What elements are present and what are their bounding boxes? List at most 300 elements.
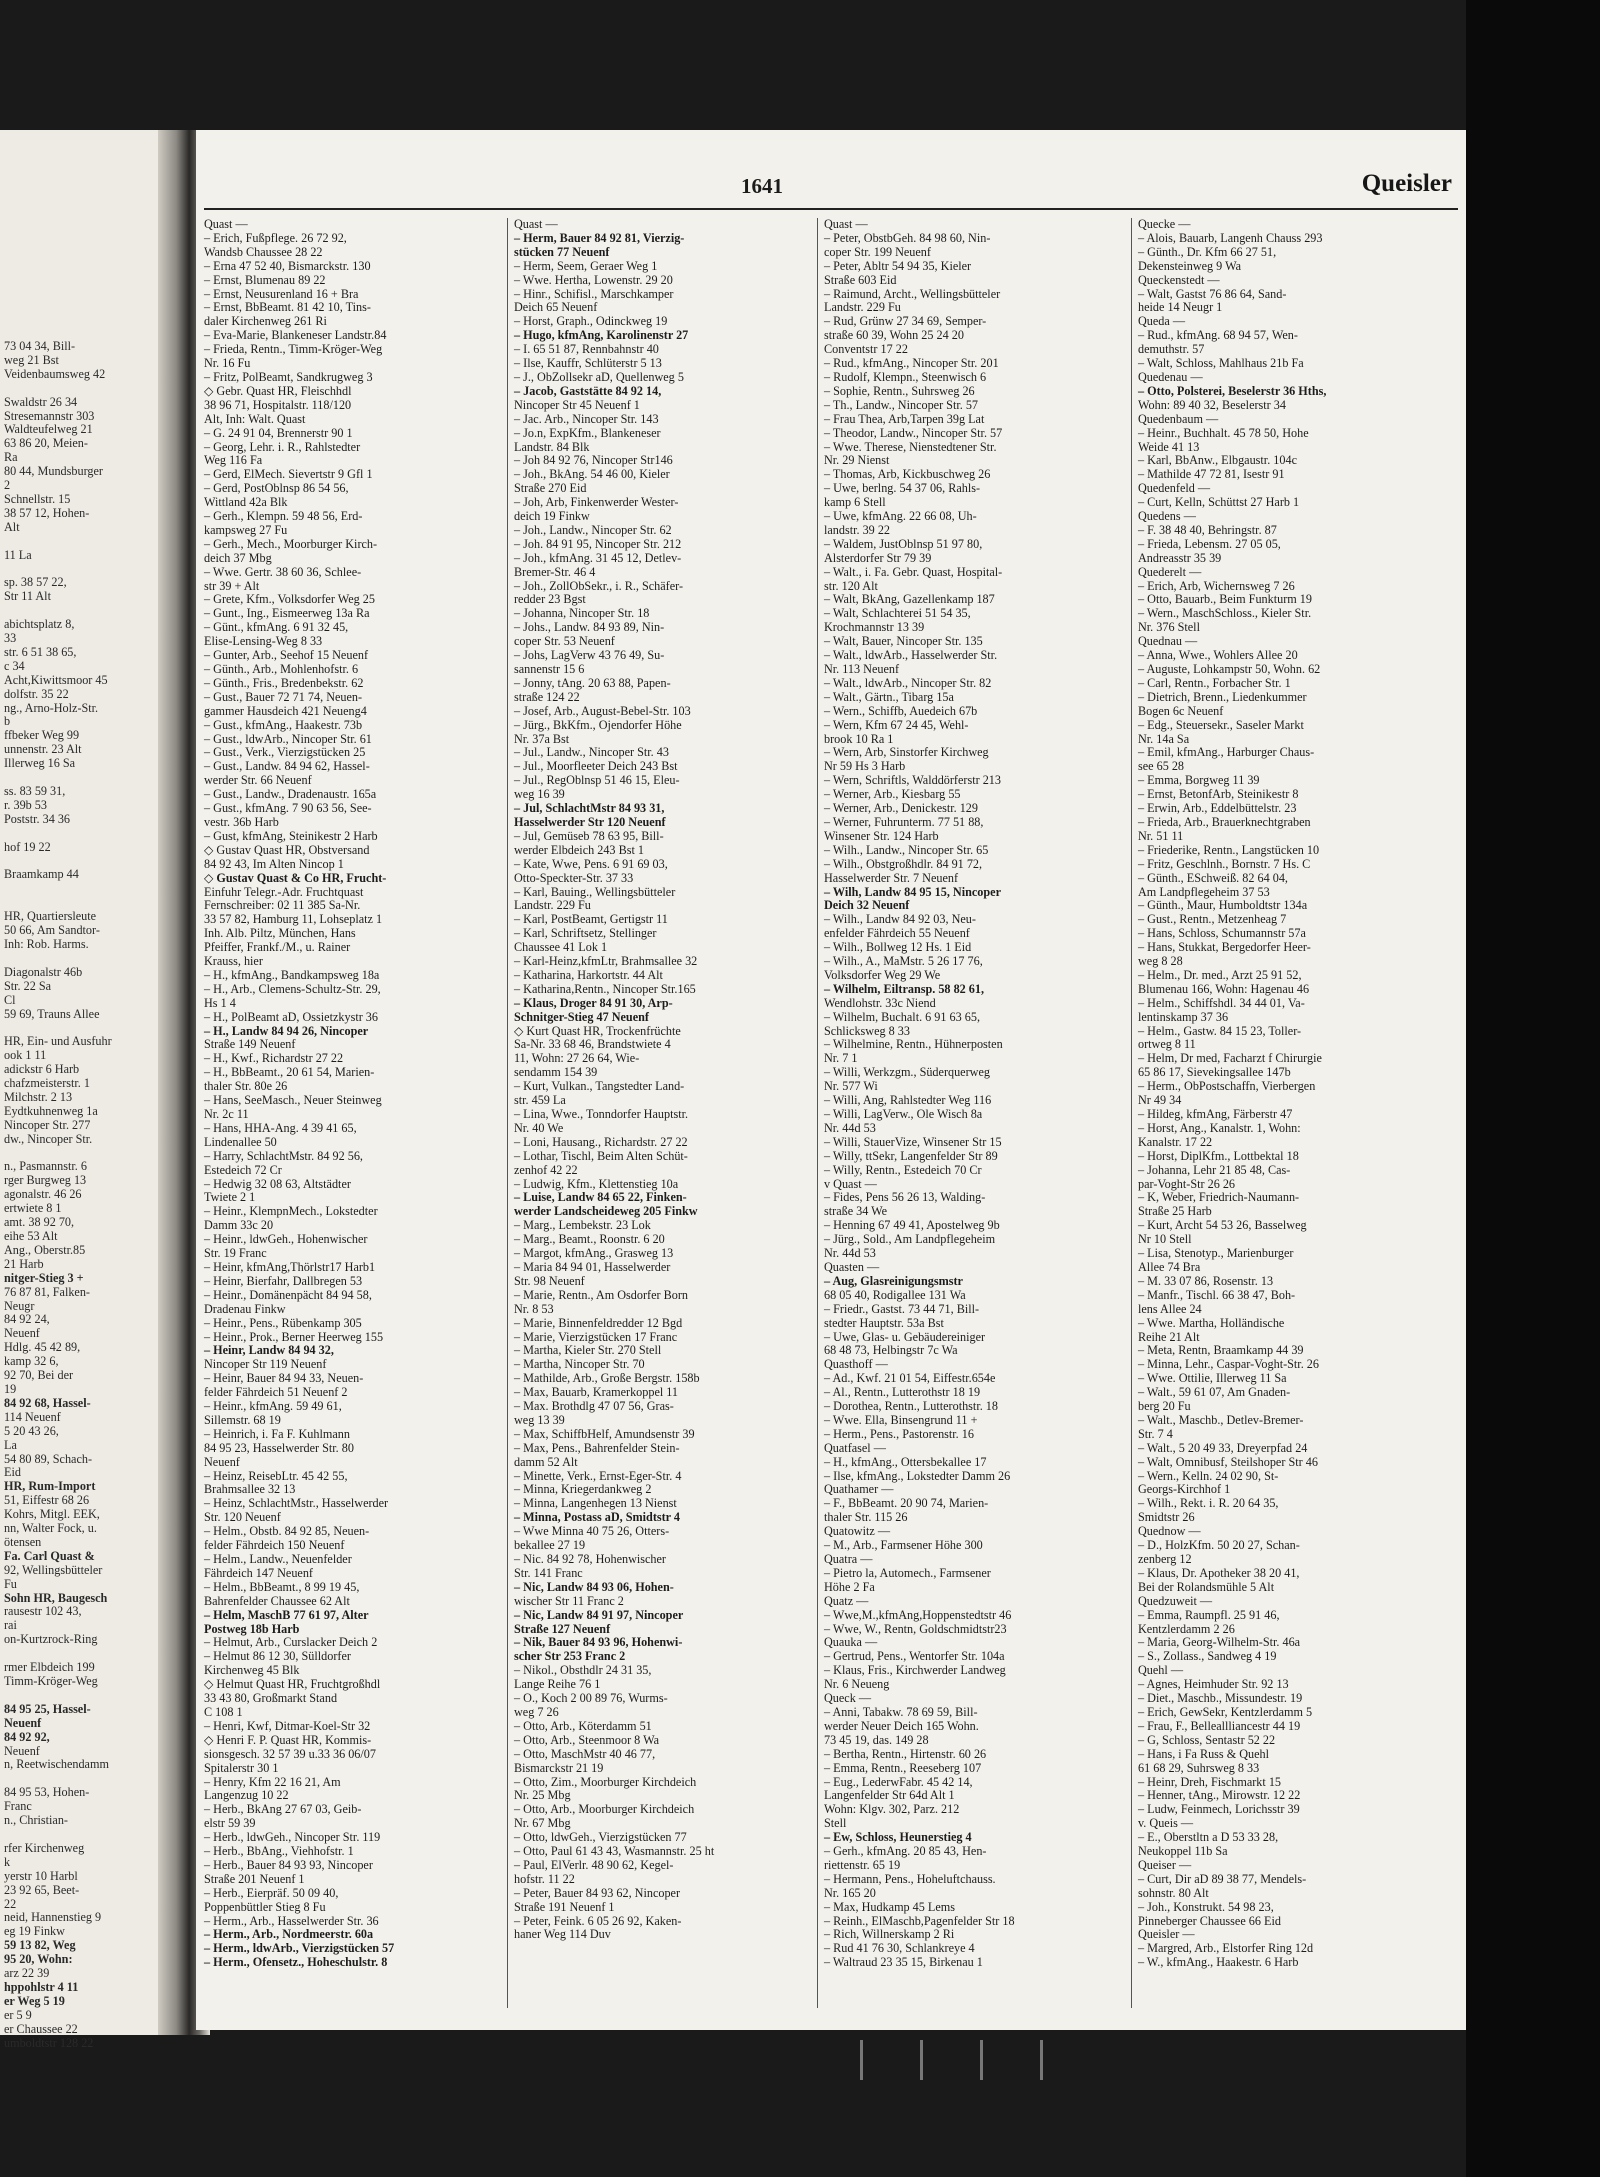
directory-entry-line: Quederelt — [1138, 564, 1202, 579]
directory-entry-line: yerstr 10 Harbl [4, 1868, 78, 1883]
directory-entry-line: – Joh. 84 91 95, Nincoper Str. 212 [514, 536, 682, 551]
directory-entry-line: – Manfr., Tischl. 66 38 47, Boh- [1138, 1287, 1296, 1302]
directory-entry-line: 5 20 43 26, [4, 1423, 59, 1438]
directory-entry-line: – Fritz, Geschlnh., Bornstr. 7 Hs. C [1138, 856, 1311, 871]
directory-entry-line: Eydtkuhnenweg 1a [4, 1103, 98, 1118]
directory-entry-line: – Gust., kfmAng. 7 90 63 56, See- [204, 801, 372, 816]
directory-entry-line: werder Str. 66 Neuenf [204, 773, 312, 788]
directory-entry-line: – Frau Thea, Arb,Tarpen 39g Lat [824, 411, 985, 426]
directory-entry-line: 19 [4, 1381, 17, 1396]
directory-entry-line: Chaussee 41 Lok 1 [514, 940, 608, 955]
directory-entry-line: 84 92 68, Hassel- [4, 1395, 91, 1410]
directory-entry-line: – Karl, PostBeamt, Gertigstr 11 [514, 912, 668, 927]
directory-entry-line: amt. 38 92 70, [4, 1215, 75, 1230]
directory-entry-line: – Wilhelm, Eiltransp. 58 82 61, [824, 981, 985, 996]
directory-entry-line: – Sophie, Rentn., Suhrsweg 26 [824, 383, 975, 398]
directory-entry-line: Queda — [1138, 314, 1186, 329]
directory-entry-line: Str 11 Alt [4, 589, 51, 604]
running-head: Queisler [1361, 170, 1452, 197]
directory-entry-line: – Erich, Fußpflege. 26 72 92, [204, 230, 347, 245]
directory-entry-line: Nincoper Str 45 Neuenf 1 [514, 397, 640, 412]
directory-entry-line: – Minette, Verk., Ernst-Eger-Str. 4 [514, 1468, 682, 1483]
directory-entry-line: 51, Eiffestr 68 26 [4, 1493, 90, 1508]
directory-entry-line: – Walt., 59 61 07, Am Gnaden- [1138, 1385, 1291, 1400]
directory-entry-line: ffbeker Weg 99 [4, 728, 80, 743]
directory-entry-line: – Marie, Rentn., Am Osdorfer Born [514, 1287, 688, 1302]
directory-entry-line: – Frau, F., Belleallliancestr 44 19 [1138, 1718, 1301, 1733]
directory-entry-line: – Helm., Obstb. 84 92 85, Neuen- [204, 1524, 370, 1539]
directory-entry-line: – G, Schloss, Sentastr 52 22 [1138, 1732, 1276, 1747]
directory-entry-line: wischer Str 11 Franc 2 [514, 1593, 624, 1608]
page-number: 1641 [741, 174, 783, 198]
directory-entry-line: – Gust., Bauer 72 71 74, Neuen- [204, 689, 363, 704]
directory-entry-line: – Max. Brothdlg 47 07 56, Gras- [514, 1399, 674, 1414]
directory-entry-line: – Waldem, JustOblnsp 51 97 80, [824, 536, 983, 551]
directory-entry-line: ertwiete 8 1 [4, 1201, 62, 1216]
directory-entry-line: Twiete 2 1 [204, 1190, 256, 1205]
directory-entry-line: – Walt., Maschb., Detlev-Bremer- [1138, 1412, 1304, 1427]
directory-entry-line: umboldtstr 128 22 [4, 2035, 94, 2050]
directory-entry-line: – Johs, LagVerw 43 76 49, Su- [514, 648, 665, 663]
directory-entry-line: Nr. 37a Bst [514, 731, 570, 746]
directory-entry-line: – Wern., Schiffb, Auedeich 67b [824, 703, 978, 718]
directory-entry-line: Nr 49 34 [1138, 1093, 1182, 1108]
directory-entry-line: 73 04 34, Bill- [4, 339, 76, 353]
directory-entry-line: – Eva-Marie, Blankeneser Landstr.84 [204, 328, 387, 343]
directory-entry-line: ◇ Henri F. P. Quast HR, Kommis- [204, 1732, 372, 1747]
directory-entry-line: 63 86 20, Meien- [4, 436, 88, 451]
directory-entry-line: – Herb., ldwGeh., Nincoper Str. 119 [204, 1830, 381, 1845]
directory-entry-line: kampsweg 27 Fu [204, 522, 288, 537]
directory-entry-line: Nr. 577 Wi [824, 1079, 878, 1094]
directory-entry-line: Bremer-Str. 46 4 [514, 564, 596, 579]
directory-entry-line: – Aug, Glasreinigungsmstr [824, 1273, 963, 1288]
directory-entry-line: er Weg 5 19 [4, 1993, 65, 2008]
directory-entry-line: – Willi, Ang, Rahlstedter Weg 116 [824, 1093, 992, 1108]
directory-entry-line: – Minna, Postass aD, Smidtstr 4 [514, 1510, 681, 1525]
directory-entry-line: n., Christian- [4, 1813, 68, 1828]
directory-entry-line: – Pietro la, Automech., Farmsener [824, 1565, 991, 1580]
directory-entry-line: – Auguste, Lohkampstr 50, Wohn. 62 [1138, 662, 1321, 676]
directory-entry-line: – Uwe, berlng. 54 37 06, Rahls- [824, 481, 981, 496]
directory-entry-line: 65 86 17, Sievekingsallee 147b [1138, 1065, 1291, 1080]
directory-entry-line: Acht,Kiwittsmoor 45 [4, 672, 108, 687]
directory-entry-line: Straße 191 Neuenf 1 [514, 1899, 615, 1914]
directory-entry-line: gammer Hausdeich 421 Neueng4 [204, 703, 367, 718]
directory-entry-line: Postweg 18b Harb [204, 1621, 300, 1636]
directory-entry-line: – Heinr, kfmAng,Thörlstr17 Harb1 [204, 1259, 376, 1274]
directory-entry-line: Quedenfeld — [1138, 481, 1211, 496]
directory-entry-line: Kirchenweg 45 Blk [204, 1663, 300, 1678]
directory-entry-line: Nr 59 Hs 3 Harb [824, 759, 906, 774]
directory-entry-line: – Wern., Kelln. 24 02 90, St- [1138, 1468, 1279, 1483]
directory-entry-line: – Wilh, Landw 84 95 15, Nincoper [824, 884, 1001, 899]
directory-entry-line [4, 896, 164, 910]
directory-entry-line: felder Fährdeich 51 Neuenf 2 [204, 1385, 348, 1400]
directory-entry-line: redder 23 Bgst [514, 592, 586, 607]
directory-entry-line: Str. 141 Franc [514, 1565, 583, 1580]
directory-entry-line: 11, Wohn: 27 26 64, Wie- [514, 1051, 640, 1066]
directory-entry-line: Nr. 2c 11 [204, 1107, 249, 1121]
directory-entry-line: – Georg, Lehr. i. R., Rahlstedter [204, 439, 361, 454]
directory-entry-line: sendamm 154 39 [514, 1065, 598, 1080]
directory-entry-line: rausestr 102 43, [4, 1604, 82, 1619]
directory-entry-line: – Hans, Stukkat, Bergedorfer Heer- [1138, 940, 1311, 955]
directory-entry-line: – Th., Landw., Nincoper Str. 57 [824, 397, 979, 412]
directory-entry-line: Illerweg 16 Sa [4, 756, 76, 771]
directory-entry-line: Neuenf [4, 1743, 40, 1758]
directory-entry-line: – Karl, Schriftsetz, Stellinger [514, 926, 657, 941]
directory-entry-line: – Max, SchiffbHelf, Amundsenstr 39 [514, 1426, 695, 1441]
directory-entry-line: Str. 120 Neuenf [204, 1510, 281, 1525]
directory-entry-line: – Ilse, Kauffr, Schlüterstr 5 13 [514, 356, 662, 371]
directory-entry-line: – Jacob, Gaststätte 84 92 14, [514, 383, 662, 398]
directory-entry-line: – H., kfmAng., Ottersbekallee 17 [824, 1454, 987, 1469]
directory-entry-line: – Gust., Verk., Vierzigstücken 25 [204, 745, 366, 760]
directory-entry-line: vestr. 36b Harb [204, 814, 279, 829]
directory-entry-line: – Ad., Kwf. 21 01 54, Eiffestr.654e [824, 1371, 996, 1386]
directory-entry-line: damm 52 Alt [514, 1454, 578, 1469]
directory-entry-line: dw., Nincoper Str. [4, 1131, 93, 1146]
directory-entry-line: – Hugo, kfmAng, Karolinenstr 27 [514, 328, 689, 343]
directory-entry-line: chafzmeisterstr. 1 [4, 1076, 90, 1091]
directory-entry-line: Weide 41 13 [1138, 439, 1200, 454]
directory-entry-line: neid, Hannenstieg 9 [4, 1910, 102, 1925]
directory-entry-line: – Herb., BbAng., Viehhofstr. 1 [204, 1844, 354, 1859]
directory-entry-line: – Hedwig 32 08 63, Altstädter [204, 1176, 351, 1191]
directory-entry-line: – Peter, Feink. 6 05 26 92, Kaken- [514, 1913, 682, 1928]
directory-entry-line: – Johanna, Nincoper Str. 18 [514, 606, 650, 621]
directory-entry-line: weg 13 39 [514, 1412, 565, 1427]
directory-entry-line: 38 57 12, Hohen- [4, 505, 90, 520]
directory-entry-line: Einfuhr Telegr.-Adr. Fruchtquast [204, 884, 364, 899]
directory-entry-line: ook 1 11 [4, 1048, 47, 1063]
directory-entry-line: – Frieda, Lebensm. 27 05 05, [1138, 536, 1281, 551]
directory-entry-line: – Wilh., Obstgroßhdlr. 84 91 72, [824, 856, 983, 871]
directory-entry-line: – Joh., ZollObSekr., i. R., Schäfer- [514, 578, 684, 593]
directory-entry-line: weg 16 39 [514, 787, 565, 802]
directory-entry-line: Quehl — [1138, 1663, 1184, 1678]
directory-entry-line: berg 20 Fu [1138, 1399, 1191, 1414]
directory-entry-line: kamp 6 Stell [824, 495, 886, 510]
directory-entry-line: 21 Harb [4, 1256, 44, 1271]
directory-entry-line: – K, Weber, Friedrich-Naumann- [1138, 1190, 1300, 1205]
directory-entry-line: – Herm, Bauer 84 92 81, Vierzig- [514, 230, 685, 245]
directory-entry-line: Höhe 2 Fa [824, 1579, 875, 1594]
directory-entry-line: – Heinr., kfmAng. 59 49 61, [204, 1399, 342, 1414]
directory-entry-line: Dekensteinweg 9 Wa [1138, 258, 1242, 273]
directory-entry-line: – Klaus, Droger 84 91 30, Arp- [514, 995, 673, 1010]
directory-entry-line: – Herb., Bauer 84 93 93, Nincoper [204, 1857, 373, 1872]
directory-entry-line: n., Pasmannstr. 6 [4, 1159, 87, 1174]
directory-entry-line: – Minna, Langenhegen 13 Nienst [514, 1496, 677, 1511]
directory-entry-line: Ra [4, 450, 18, 465]
directory-entry-line: – Wilh., A., MaMstr. 5 26 17 76, [824, 954, 983, 969]
directory-entry-line: – Walt., i. Fa. Gebr. Quast, Hospital- [824, 564, 1003, 579]
directory-entry-line: Wandsb Chaussee 28 22 [204, 244, 323, 259]
directory-entry-line: – Rud., kfmAng., Nincoper Str. 201 [824, 356, 999, 371]
directory-entry-line: – Heinz, ReisebLtr. 45 42 55, [204, 1468, 348, 1483]
directory-entry-line: unnenstr. 23 Alt [4, 742, 82, 757]
directory-entry-line: Cl [4, 992, 16, 1007]
directory-entry-line: er Chaussee 22 [4, 2021, 78, 2036]
directory-entry-line: – Otto, Zim., Moorburger Kirchdeich [514, 1774, 697, 1789]
directory-entry-line: – Jo.n, ExpKfm., Blankeneser [514, 425, 661, 440]
directory-entry-line: Quatfasel — [824, 1440, 886, 1455]
directory-entry-line: – Wern, Arb, Sinstorfer Kirchweg [824, 745, 989, 760]
directory-entry-line: bekallee 27 19 [514, 1538, 586, 1553]
directory-entry-line: – Wilh., Landw 84 92 03, Neu- [824, 912, 976, 927]
directory-entry-line: Weg 116 Fa [204, 453, 263, 468]
directory-entry-line: – Anni, Tabakw. 78 69 59, Bill- [824, 1704, 978, 1719]
directory-entry-line: – Walt., 5 20 49 33, Dreyerpfad 24 [1138, 1440, 1308, 1455]
directory-entry-line: – Eug., LederwFabr. 45 42 14, [824, 1774, 973, 1789]
directory-entry-line: 33 43 80, Großmarkt Stand [204, 1691, 338, 1706]
directory-entry-line: – Karl-Heinz,kfmLtr, Brahmsallee 32 [514, 954, 698, 969]
directory-entry-line: – Minna, Lehr., Caspar-Voght-Str. 26 [1138, 1357, 1319, 1372]
directory-entry-line: sionsgesch. 32 57 39 u.33 36 06/07 [204, 1746, 376, 1761]
directory-entry-line: 68 48 73, Helbingstr 7c Wa [824, 1343, 958, 1358]
directory-entry-line: – Frieda, Arb., Brauerknechtgraben [1138, 814, 1311, 829]
directory-entry-line: haner Weg 114 Duv [514, 1927, 611, 1942]
directory-entry-line: – Walt., ldwArb., Nincoper Str. 82 [824, 675, 992, 690]
directory-entry-line: Quecke — [1138, 217, 1191, 231]
directory-entry-line: – F., BbBeamt. 20 90 74, Marien- [824, 1496, 989, 1511]
directory-entry-line: – Gerh., Mech., Moorburger Kirch- [204, 536, 378, 551]
header-rule [204, 208, 1458, 210]
directory-entry-line: stücken 77 Neuenf [514, 244, 610, 259]
directory-entry-line: – Kurt, Archt 54 53 26, Basselweg [1138, 1218, 1307, 1233]
directory-entry-line: Langenzug 10 22 [204, 1788, 289, 1803]
directory-entry-line: – Hans, HHA-Ang. 4 39 41 65, [204, 1120, 357, 1135]
directory-entry-line: – Raimund, Archt., Wellingsbütteler [824, 286, 1001, 301]
directory-entry-line: – Gust., Landw., Dradenaustr. 165a [204, 787, 377, 802]
directory-entry-line: dolfstr. 35 22 [4, 686, 69, 701]
directory-entry-line: Nr. 165 20 [824, 1885, 876, 1900]
directory-entry-line: ◇ Gustav Quast HR, Obstversand [204, 842, 370, 857]
directory-entry-line: – Peter, Abltr 54 94 35, Kieler [824, 258, 972, 273]
directory-entry-line: – H., PolBeamt aD, Ossietzkystr 36 [204, 1009, 378, 1024]
directory-entry-line: – Hans, SeeMasch., Neuer Steinweg [204, 1093, 382, 1108]
directory-entry-line [4, 1689, 164, 1703]
directory-entry-line: – Harry, SchlachtMstr. 84 92 56, [204, 1148, 363, 1163]
directory-entry-line: – Helm., Gastw. 84 15 23, Toller- [1138, 1023, 1302, 1038]
directory-entry-line: – Ludwig, Kfm., Klettenstieg 10a [514, 1176, 679, 1191]
directory-entry-line: – Meta, Rentn, Braamkamp 44 39 [1138, 1343, 1304, 1358]
directory-entry-line: 59 13 82, Weg [4, 1938, 76, 1953]
directory-entry-line: Quatz — [824, 1593, 869, 1608]
directory-entry-line: – Helm., Dr. med., Arzt 25 91 52, [1138, 967, 1302, 982]
directory-entry-line: – Mathilde, Arb., Große Bergstr. 158b [514, 1371, 700, 1386]
directory-entry-line: Str. 98 Neuenf [514, 1273, 585, 1288]
directory-entry-line: – Klaus, Dr. Apotheker 38 20 41, [1138, 1565, 1300, 1580]
directory-entry-line: – Joh., Konstrukt. 54 98 23, [1138, 1899, 1274, 1914]
directory-entry-line: k [4, 1854, 11, 1869]
directory-entry-line: – Agnes, Heimhuder Str. 92 13 [1138, 1677, 1289, 1692]
directory-entry-line: lentinskamp 37 36 [1138, 1009, 1229, 1024]
directory-entry-line: Kentzlerdamm 2 26 [1138, 1621, 1235, 1636]
directory-entry-line: – Henner, tAng., Mirowstr. 12 22 [1138, 1788, 1301, 1803]
directory-entry-line: – Wwe Minna 40 75 26, Otters- [514, 1524, 670, 1539]
directory-entry-line: – Wilh., Rekt. i. R. 20 64 35, [1138, 1496, 1279, 1511]
directory-entry-line: ss. 83 59 31, [4, 784, 66, 798]
column-divider [1131, 218, 1132, 2008]
directory-entry-line: Quedzuweit — [1138, 1593, 1213, 1608]
directory-entry-line: – Jul, Gemüseb 78 63 95, Bill- [514, 828, 664, 843]
scan-border [1466, 0, 1600, 2177]
directory-entry-line: 95 20, Wohn: [4, 1952, 73, 1967]
directory-entry-line: 80 44, Mundsburger [4, 464, 103, 479]
directory-entry-line: – Heinr, Bauer 84 94 33, Neuen- [204, 1371, 364, 1386]
directory-entry-line: lens Allee 24 [1138, 1301, 1202, 1316]
directory-entry-line: – Grete, Kfm., Volksdorfer Weg 25 [204, 592, 375, 607]
directory-entry-line: – Herm., ObPostschaffn, Vierbergen [1138, 1079, 1316, 1094]
directory-entry-line: – Curt, Dir aD 89 38 77, Mendels- [1138, 1871, 1307, 1886]
directory-entry-line: 68 05 40, Rodigallee 131 Wa [824, 1287, 966, 1302]
directory-entry-line: – Otto, Polsterei, Beselerstr 36 Hths, [1138, 383, 1327, 398]
directory-entry-line: – Henri, Kwf, Ditmar-Koel-Str 32 [204, 1718, 371, 1733]
directory-entry-line: – Wwe. Martha, Holländische [1138, 1315, 1285, 1330]
directory-entry-line: – Paul, ElVerlr. 48 90 62, Kegel- [514, 1857, 674, 1872]
directory-entry-line: Straße 25 Harb [1138, 1204, 1212, 1219]
directory-entry-line: b [4, 714, 11, 729]
directory-entry-line: – Peter, Bauer 84 93 62, Nincoper [514, 1885, 681, 1900]
directory-entry-line: 33 57 82, Hamburg 11, Lohseplatz 1 [204, 912, 383, 927]
directory-entry-line: 114 Neuenf [4, 1409, 61, 1424]
directory-entry-line: zenhof 42 22 [514, 1162, 578, 1177]
directory-entry-line: Diagonalstr 46b [4, 964, 83, 979]
directory-entry-line: Blumenau 166, Wohn: Hagenau 46 [1138, 981, 1310, 996]
directory-entry-line: r. 39b 53 [4, 797, 47, 812]
directory-entry-line: Quedenbaum — [1138, 411, 1219, 426]
directory-entry-line: – Curt, Kelln, Schüttst 27 Harb 1 [1138, 495, 1300, 510]
directory-entry-line: Quedens — [1138, 509, 1196, 524]
directory-entry-line: – Marie, Binnenfeldredder 12 Bgd [514, 1315, 683, 1330]
directory-entry-line: Nr. 7 1 [824, 1051, 858, 1066]
directory-entry-line: Georgs-Kirchhof 1 [1138, 1482, 1231, 1497]
directory-entry-line: – Max, Pens., Bahrenfelder Stein- [514, 1440, 680, 1455]
directory-entry-line: HR, Rum-Import [4, 1479, 96, 1494]
directory-entry-line: – Erich, GewSekr, Kentzlerdamm 5 [1138, 1704, 1313, 1719]
left-page [0, 130, 168, 2050]
directory-entry-line: – Heinr, Dreh, Fischmarkt 15 [1138, 1774, 1282, 1789]
directory-entry-line: – F. 38 48 40, Behringstr. 87 [1138, 522, 1277, 537]
directory-entry-line: nn, Walter Fock, u. [4, 1521, 97, 1536]
directory-entry-line: Quasten — [824, 1259, 880, 1274]
directory-entry-line: – Heinrich, i. Fa F. Kuhlmann [204, 1426, 350, 1441]
directory-entry-line: 50 66, Am Sandtor- [4, 923, 100, 938]
directory-entry-line: – Heinr., Pens., Rübenkamp 305 [204, 1315, 362, 1330]
directory-entry-line: – Joh, Arb, Finkenwerder Wester- [514, 495, 679, 510]
directory-entry-line: – Gerd, ElMech. Sievertstr 9 Gfl 1 [204, 467, 373, 482]
directory-entry-line: Spitalerstr 30 1 [204, 1760, 279, 1775]
directory-entry-line: Bismarckstr 21 19 [514, 1760, 604, 1775]
directory-entry-line: – Otto, Bauarb., Beim Funkturm 19 [1138, 592, 1312, 607]
directory-entry-line: – Heinr, Landw 84 94 32, [204, 1343, 334, 1358]
directory-entry-line: – Erna 47 52 40, Bismarckstr. 130 [204, 258, 371, 273]
directory-entry-line [4, 1828, 164, 1842]
directory-entry-line: rai [4, 1618, 17, 1633]
directory-entry-line: Hs 1 4 [204, 995, 236, 1010]
directory-entry-line: – Kurt, Vulkan., Tangstedter Land- [514, 1079, 685, 1094]
directory-entry-line: Wohn: Klgv. 302, Parz. 212 [824, 1802, 960, 1817]
directory-entry-line: ötensen [4, 1534, 42, 1549]
directory-entry-line: brook 10 Ra 1 [824, 731, 894, 746]
directory-entry-line: – Henry, Kfm 22 16 21, Am [204, 1774, 341, 1789]
directory-entry-line: – Wwe. Gertr. 38 60 36, Schlee- [204, 564, 362, 579]
directory-entry-line: er 5 9 [4, 2007, 32, 2022]
directory-entry-line: – Herm, Seem, Geraer Weg 1 [514, 258, 658, 273]
directory-entry-line: – Herm., Ofensetz., Hoheschulstr. 8 [204, 1955, 388, 1970]
directory-entry-line: – Loni, Hausang., Richardstr. 27 22 [514, 1134, 688, 1149]
directory-entry-line: – Uwe, kfmAng. 22 66 08, Uh- [824, 509, 977, 524]
directory-entry-line: – Jul., Landw., Nincoper Str. 43 [514, 745, 669, 760]
directory-entry-line: – Horst, Ang., Kanalstr. 1, Wohn: [1138, 1120, 1301, 1135]
directory-entry-line: – Hans, Schloss, Schumannstr 57a [1138, 926, 1306, 941]
directory-entry-line: – Dorothea, Rentn., Lutterothstr. 18 [824, 1399, 998, 1414]
directory-entry-line: – Gerh., kfmAng. 20 85 43, Hen- [824, 1844, 987, 1859]
directory-entry-line: – Emma, Borgweg 11 39 [1138, 773, 1260, 788]
directory-entry-line: Fa. Carl Quast & [4, 1548, 95, 1563]
directory-entry-line: v. Queis — [1138, 1816, 1194, 1831]
directory-entry-line: – Fritz, PolBeamt, Sandkrugweg 3 [204, 369, 373, 384]
directory-entry-line: Str. 22 Sa [4, 978, 52, 993]
directory-entry-line: c 34 [4, 658, 25, 673]
directory-entry-line: Conventstr 17 22 [824, 342, 908, 357]
directory-entry-line: Queiser — [1138, 1857, 1192, 1872]
directory-entry-line: – Josef, Arb., August-Bebel-Str. 103 [514, 703, 691, 718]
directory-entry-line: – Erich, Arb, Wichernsweg 7 26 [1138, 578, 1295, 593]
directory-entry-line: – Gust., ldwArb., Nincoper Str. 61 [204, 731, 372, 746]
directory-entry-line: – Jul., Moorfleeter Deich 243 Bst [514, 759, 678, 774]
directory-entry-line: elstr 59 39 [204, 1816, 256, 1831]
directory-entry-line: – Heinr., Domänenpächt 84 94 58, [204, 1287, 372, 1302]
directory-entry-line: 23 92 65, Beet- [4, 1882, 80, 1897]
directory-entry-line: 2 [4, 478, 11, 493]
directory-entry-line: Nr. 44d 53 [824, 1246, 876, 1261]
directory-entry-line: – Kate, Wwe, Pens. 6 91 69 03, [514, 856, 668, 871]
directory-page [196, 130, 1466, 2030]
directory-entry-line: 73 45 19, das. 149 28 [824, 1732, 929, 1747]
directory-entry-line: adickstr 6 Harb [4, 1062, 80, 1077]
directory-entry-line: – Heinr., Buchhalt. 45 78 50, Hohe [1138, 425, 1309, 440]
directory-entry-line: landstr. 39 22 [824, 522, 891, 537]
directory-entry-line: – Max, Bauarb, Kramerkoppel 11 [514, 1385, 679, 1400]
directory-entry-line: 33 [4, 631, 17, 646]
directory-entry-line: Deich 32 Neuenf [824, 898, 910, 913]
directory-entry-line: – Reinh., ElMaschb,Pagenfelder Str 18 [824, 1913, 1015, 1928]
directory-entry-line: – I. 65 51 87, Rennbahnstr 40 [514, 342, 659, 357]
directory-entry-line: Estedeich 72 Cr [204, 1162, 282, 1177]
directory-entry-line: Bei der Rolandsmühle 5 Alt [1138, 1579, 1275, 1594]
directory-entry-line: – Willi, StauerVize, Winsener Str 15 [824, 1134, 1002, 1149]
directory-entry-line: – Katharina, Harkortstr. 44 Alt [514, 967, 663, 982]
directory-entry-line: – Herm., Arb., Nordmeerstr. 60a [204, 1927, 374, 1942]
directory-entry-line: werder Elbdeich 243 Bst 1 [514, 842, 644, 857]
directory-entry-line: Landstr. 229 Fu [514, 898, 591, 913]
column-2 [514, 218, 810, 2018]
directory-entry-line: Milchstr. 2 13 [4, 1089, 73, 1104]
directory-entry-line: str. 459 La [514, 1093, 566, 1108]
directory-entry-line: – Gertrud, Pens., Wentorfer Str. 104a [824, 1649, 1005, 1664]
directory-entry-line: – Helm., Landw., Neuenfelder [204, 1552, 352, 1566]
directory-entry-line: ortweg 8 11 [1138, 1037, 1196, 1052]
directory-entry-line: 59 69, Trauns Allee [4, 1006, 100, 1021]
directory-entry-line: – Helm, Dr med, Facharzt f Chirurgie [1138, 1051, 1322, 1066]
directory-entry-line: – Nic, Landw 84 91 97, Nincoper [514, 1607, 684, 1622]
directory-entry-line: enfelder Fährdeich 55 Neuenf [824, 926, 970, 941]
directory-entry-line: – Walt, Gastst 76 86 64, Sand- [1138, 286, 1287, 301]
